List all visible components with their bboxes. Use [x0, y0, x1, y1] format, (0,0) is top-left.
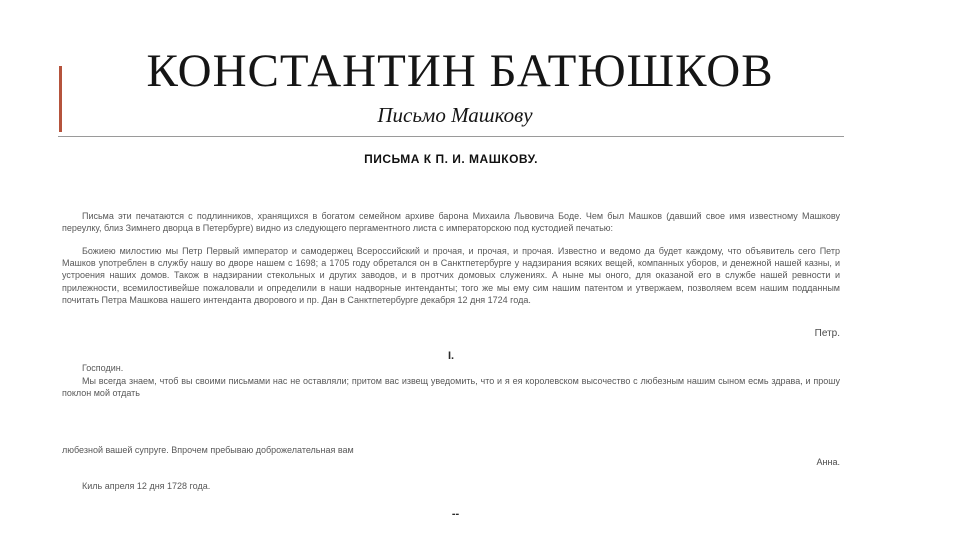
title-divider: [58, 136, 844, 137]
decree-paragraph: Божиею милостию мы Петр Первый император и самодержец Всероссийский и прочая, и прочая, и прочая. Известно и ведомо да будет каждому, что объявитель сего Петр Машков употреблен в службу нашу во дворе нашем с 1698; а 1705 году обретался он в Санктпетербурге у надзирания всяких вещей, компанных уборов, и денежной нашей казны, и устроения наших домов. Також в надзирании стекольных и других заводов, и в протчих домовых служениях. А ныне мы оного, для оказаной его в службе нашей ревности и прилежности, всемилостивейше пожаловали и определили в наши надворные интенданты; того же мы ему сим нашим патентом и утвержаем, позволяем всем нашим подданным почитать Петра Машкова нашего интенданта дворового и пр. Дан в Санктпетербурге декабря 12 дня 1724 года.: [62, 246, 840, 305]
signature-anna: Анна.: [816, 457, 840, 467]
slide-subtitle: Письмо Машкову: [377, 103, 533, 127]
signature-petr: Петр.: [814, 328, 840, 339]
section-number: I.: [447, 350, 455, 362]
letter-date: Киль апреля 12 дня 1728 года.: [82, 481, 211, 491]
intro-paragraph: Письма эти печатаются с подлинников, хранящихся в богатом семейном архиве барона Михаила Львовича Боде. Чем был Машков (давший свое имя известному Машкову переулку, близ Зимнего дворца в Петербурге) видно из следующего пергаментного листа с императорскою под кустодией печатью:: [62, 211, 840, 234]
scanned-document: [58, 140, 844, 540]
slide-title: КОНСТАНТИН БАТЮШКОВ: [146, 45, 774, 97]
letter-closing: любезной вашей супруге. Впрочем пребываю доброжелательная вам: [62, 445, 354, 455]
letter-body: Мы всегда знаем, чтоб вы своими письмами нас не оставляли; притом вас извещ уведомить, что и я ея королевском высочество с любезным нашим сыном есмь здрава, и прошу поклон мой отдать: [62, 376, 840, 399]
page-mark: --: [451, 508, 460, 520]
letter-greeting: Господин.: [82, 363, 124, 373]
document-heading: ПИСЬМА К П. И. МАШКОВУ.: [364, 152, 538, 166]
